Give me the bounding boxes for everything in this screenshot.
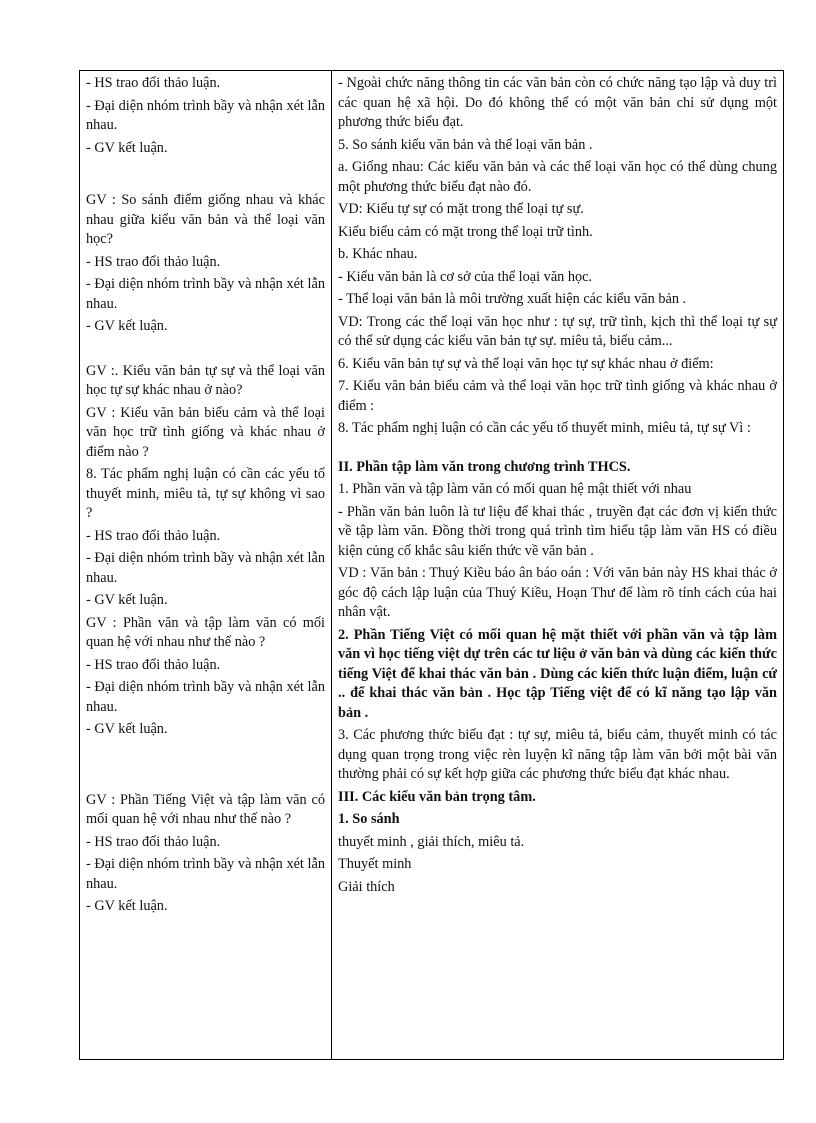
left-line: - GV kết luận. (86, 318, 168, 334)
content-paragraph: 2. Phần Tiếng Việt có mối quan hệ mặt thiết với phần văn và tập làm văn vì học tiếng việt dự trên các tư liệu ở văn bản và dùng các kiến thức tiếng Việt để khai thác văn bản . Dùng các kiến thức luận điểm, luận cứ .. để khai thác văn bản . Học tập Tiếng việt để có kĩ năng tạo lập văn bản . (338, 626, 777, 721)
content-paragraph: 3. Các phương thức biểu đạt : tự sự, miêu tả, biểu cảm, thuyết minh có tác dụng quan trọng trong việc rèn luyện kĩ năng tập làm văn bởi một bài văn thường phải có sự kết hợp giữa các phương thức biểu đạt khác nhau. (338, 727, 777, 782)
teacher-activities-column (80, 71, 332, 1059)
spacer (86, 743, 325, 791)
content-paragraph: Giải thích (338, 878, 395, 895)
left-line: - Đại diện nhóm trình bầy và nhận xét lẫn nhau. (86, 856, 325, 892)
left-line: - GV kết luận. (86, 721, 168, 737)
content-paragraph: Thuyết minh (338, 856, 412, 872)
lesson-table (79, 70, 784, 1060)
content-paragraph: Kiểu biểu cảm có mặt trong thể loại trữ tình. (338, 223, 593, 240)
content-paragraph: 1. Phần văn và tập làm văn có mối quan hệ mật thiết với nhau (338, 481, 692, 497)
spacer (86, 161, 325, 191)
left-line: GV : Kiểu văn bản biểu cảm và thể loại văn học trữ tình giống và khác nhau ở điểm nào ? (86, 404, 325, 460)
content-paragraph: - Kiểu văn bản là cơ sở của thể loại văn học. (338, 268, 593, 285)
left-block-4 (86, 791, 325, 917)
content-paragraph: 6. Kiểu văn bản tự sự và thể loại văn học tự sự khác nhau ở điểm: (338, 355, 714, 372)
spacer (338, 442, 777, 458)
left-line: - GV kết luận. (86, 592, 168, 608)
content-paragraph: - Ngoài chức năng thông tin các văn bản còn có chức năng tạo lập và duy trì các quan hệ xã hội. Do đó không thể có một văn bản chỉ sử dụng một phương thức biểu đạt. (338, 75, 777, 130)
left-line: - HS trao đổi thảo luận. (86, 527, 221, 544)
content-paragraph: VD: Trong các thể loại văn học như : tự sự, trữ tình, kịch thì thể loại tự sự có thể sử dụng các kiểu văn bản tự sự. miêu tả, biểu cảm... (338, 313, 777, 349)
left-line: GV : Phần Tiếng Việt và tập làm văn có mối quan hệ với nhau như thế nào ? (86, 791, 325, 827)
content-paragraph: VD: Kiểu tự sự có mặt trong thể loại tự sự. (338, 201, 584, 217)
content-paragraph: 7. Kiểu văn bản biểu cảm và thể loại văn học trữ tình giống và khác nhau ở điểm : (338, 378, 777, 414)
left-line: GV :. Kiểu văn bản tự sự và thể loại văn học tự sự khác nhau ở nào? (86, 362, 325, 398)
content-paragraph: a. Giống nhau: Các kiểu văn bản và các thể loại văn học có thể dùng chung một phương thức biểu đạt nào đó. (338, 159, 777, 195)
left-block-2 (86, 191, 325, 337)
left-line: - Đại diện nhóm trình bầy và nhận xét lẫn nhau. (86, 276, 325, 312)
left-line: - HS trao đổi thảo luận. (86, 253, 221, 270)
content-paragraph: b. Khác nhau. (338, 246, 418, 262)
content-paragraph: 8. Tác phẩm nghị luận có cần các yếu tố thuyết minh, miêu tả, tự sự Vì : (338, 420, 751, 436)
section-heading: III. Các kiểu văn bản trọng tâm. (338, 788, 536, 805)
content-paragraph: - Thể loại văn bản là môi trường xuất hiện các kiểu văn bản . (338, 291, 687, 307)
left-block-1 (86, 74, 325, 158)
left-line: 8. Tác phẩm nghị luận có cần các yếu tố thuyết minh, miêu tả, tự sự không vì sao ? (86, 466, 325, 521)
left-line: - HS trao đổi thảo luận. (86, 833, 221, 850)
left-line: - Đại diện nhóm trình bầy và nhận xét lẫn nhau. (86, 679, 325, 715)
content-paragraph: 5. So sánh kiểu văn bản và thể loại văn bản . (338, 136, 593, 153)
content-paragraph: - Phần văn bản luôn là tư liệu để khai thác , truyền đạt các đơn vị kiến thức về tập làm văn. Đồng thời trong quá trình tìm hiểu tập làm văn HS có điều kiện củng cố khắc sâu kiến thức về văn bản . (338, 503, 777, 559)
subsection-heading: 1. So sánh (338, 811, 400, 827)
spacer (86, 340, 325, 362)
left-line: - HS trao đổi thảo luận. (86, 75, 221, 91)
left-line: - GV kết luận. (86, 139, 168, 156)
left-line: - HS trao đổi thảo luận. (86, 656, 221, 673)
content-paragraph: VD : Văn bản : Thuý Kiều báo ân báo oán : Với văn bản này HS khai thác ở góc độ cách lập luận của Thuý Kiều, Hoạn Thư để làm rõ tính cách của hai nhân vật. (338, 565, 777, 620)
left-line: - GV kết luận. (86, 898, 168, 914)
left-line: GV : So sánh điểm giống nhau và khác nhau giữa kiểu văn bản và thể loại văn học? (86, 192, 325, 247)
lesson-content-column (332, 71, 783, 1059)
left-block-3 (86, 362, 325, 740)
left-line: - Đại diện nhóm trình bầy và nhận xét lẫn nhau. (86, 550, 325, 586)
left-line: GV : Phần văn và tập làm văn có mối quan hệ với nhau như thế nào ? (86, 614, 325, 650)
content-paragraph: thuyết minh , giải thích, miêu tả. (338, 833, 525, 850)
left-line: - Đại diện nhóm trình bầy và nhận xét lẫn nhau. (86, 97, 325, 133)
section-heading: II. Phần tập làm văn trong chương trình THCS. (338, 458, 631, 475)
